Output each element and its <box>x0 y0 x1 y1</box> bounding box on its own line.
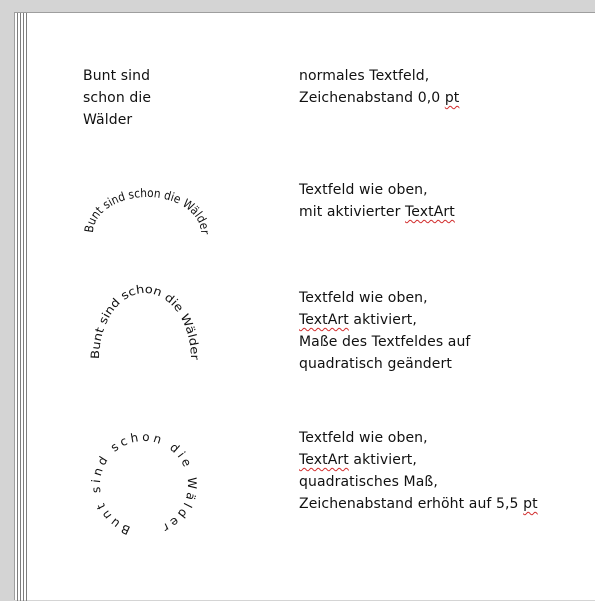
document-page[interactable] <box>14 12 595 600</box>
description-line: normales Textfeld, <box>299 68 430 84</box>
description-line: Textfeld wie oben, <box>299 290 428 306</box>
description-text: Zeichenabstand 0,0 <box>299 90 445 106</box>
description-line: quadratisch geändert <box>299 356 452 372</box>
plain-text-field[interactable] <box>83 65 151 131</box>
description-line: Maße des Textfeldes auf <box>299 334 471 350</box>
textart-circle-text: Bunt sind schon die Wälder <box>88 429 200 538</box>
description-text: mit aktivierter <box>299 204 405 220</box>
textart-arc-narrow[interactable] <box>77 169 217 249</box>
description-line: Textfeld wie oben, <box>299 430 428 446</box>
description-block-3[interactable] <box>299 287 470 375</box>
description-block-1[interactable] <box>299 65 459 109</box>
plain-text-line: schon die <box>83 90 152 106</box>
description-line: Textfeld wie oben, <box>299 182 428 198</box>
textart-circle[interactable] <box>75 423 205 553</box>
description-line <box>299 87 459 109</box>
plain-text-line: Bunt sind <box>83 68 151 84</box>
description-line <box>299 309 470 331</box>
spellcheck-word[interactable]: pt <box>523 496 538 512</box>
spellcheck-word[interactable]: pt <box>444 90 460 106</box>
description-text: aktiviert, <box>348 452 417 468</box>
margin-guide-lines <box>15 13 29 601</box>
description-block-2[interactable] <box>299 179 455 223</box>
spellcheck-word[interactable]: TextArt <box>299 452 349 468</box>
spellcheck-word[interactable]: TextArt <box>299 312 349 328</box>
description-line: quadratisches Maß, <box>299 474 438 490</box>
description-text: Zeichenabstand erhöht auf 5,5 <box>299 496 524 512</box>
textart-arc-narrow-text: Bunt sind schon die Wälder <box>81 185 213 236</box>
description-block-4[interactable] <box>299 427 538 515</box>
plain-text-line: Wälder <box>83 112 133 128</box>
textart-arc-tall[interactable] <box>79 277 209 377</box>
description-line <box>299 449 538 471</box>
description-line <box>299 201 455 223</box>
description-text: aktiviert, <box>348 312 417 328</box>
spellcheck-word[interactable]: TextArt <box>405 204 455 220</box>
description-line <box>299 493 538 515</box>
textart-arc-tall-text: Bunt sind schon die Wälder <box>87 281 203 360</box>
